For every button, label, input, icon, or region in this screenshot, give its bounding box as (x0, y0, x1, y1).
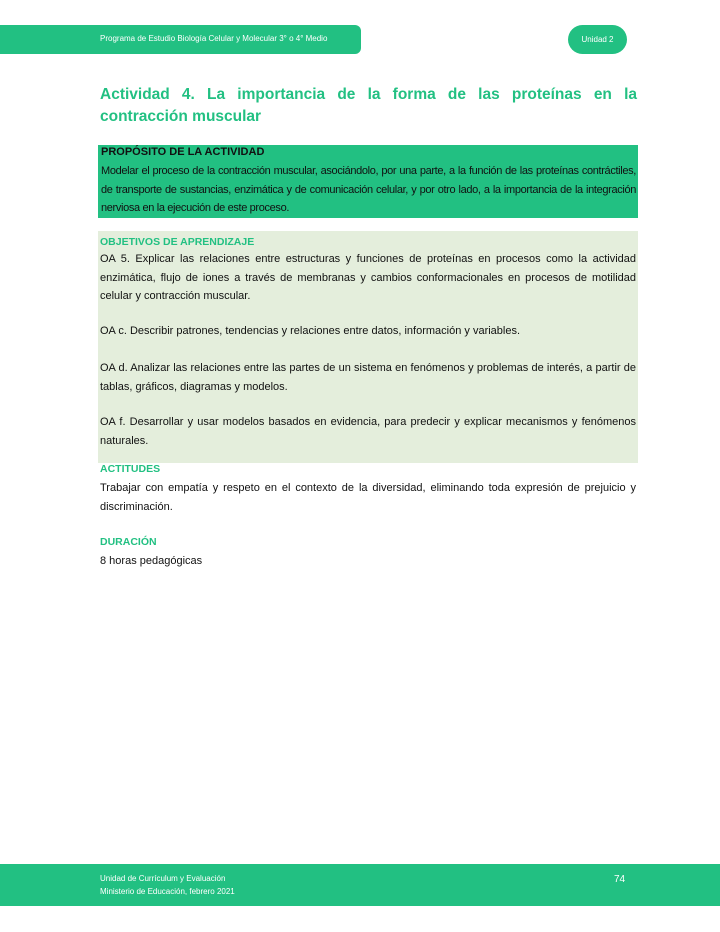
objective-item: OA f. Desarrollar y usar modelos basados en evidencia, para predecir y explicar mecanismos y fenómenos naturales. (100, 416, 636, 447)
duration-heading: DURACIÓN (100, 536, 157, 548)
program-title: Programa de Estudio Biología Celular y Molecular 3° o 4° Medio (100, 34, 328, 43)
objective-item: OA 5. Explicar las relaciones entre estructuras y funciones de proteínas en procesos como la actividad enzimática, flujo de iones a través de membranas y cambios conformacionales en procesos de motilidad celular y contracción muscular. (100, 253, 636, 302)
unit-badge: Unidad 2 (568, 25, 627, 54)
attitudes-text: Trabajar con empatía y respeto en el contexto de la diversidad, eliminando toda expresión de prejuicio y discriminación. (100, 482, 636, 513)
footer-institution: Unidad de Currículum y Evaluación (100, 874, 226, 883)
footer-ministry-date: Ministerio de Educación, febrero 2021 (100, 887, 235, 896)
objective-item: OA c. Describir patrones, tendencias y relaciones entre datos, información y variables. (100, 325, 521, 337)
purpose-text: Modelar el proceso de la contracción muscular, asociándolo, por una parte, a la función de las proteínas contráctiles, de transporte de sustancias, enzimática y de comunicación celular, y por otro lado, a la importancia de la integración nerviosa en la ejecución de este proceso. (101, 165, 636, 214)
objectives-heading: OBJETIVOS DE APRENDIZAJE (100, 236, 255, 248)
attitudes-heading: ACTITUDES (100, 463, 161, 475)
footer-bar (0, 864, 720, 906)
page-number: 74 (614, 874, 626, 885)
duration-text: 8 horas pedagógicas (100, 555, 203, 567)
objective-item: OA d. Analizar las relaciones entre las partes de un sistema en fenómenos y problemas de interés, a partir de tablas, gráficos, diagramas y modelos. (100, 362, 636, 393)
activity-title: Actividad 4. La importancia de la forma de las proteínas en la contracción muscular (100, 86, 637, 125)
purpose-heading: PROPÓSITO DE LA ACTIVIDAD (101, 146, 265, 158)
